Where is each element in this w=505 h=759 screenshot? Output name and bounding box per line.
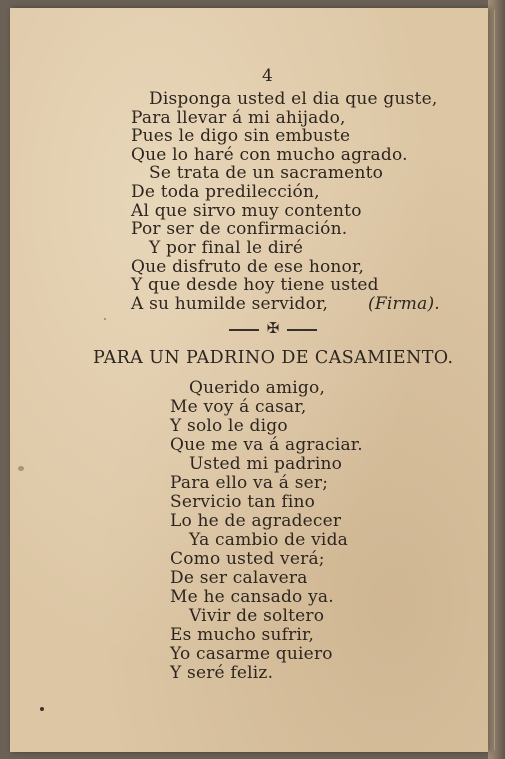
paper-speck [18,466,24,471]
stanza1-line-8: Por ser de confirmación. [131,219,348,239]
page-number: 4 [262,66,273,86]
stanza1-line-10: Que disfruto de ese honor, [131,257,365,277]
stanza2-line-14: Es mucho sufrir, [170,625,315,645]
divider-dash-left [229,329,259,331]
stanza1-line-3: Pues le digo sin embuste [131,126,351,146]
stanza2-line-9: Ya cambio de vida [189,530,348,550]
stanza2-line-13: Vivir de soltero [189,606,325,626]
stanza2-line-16: Y seré feliz. [170,663,274,683]
adjacent-page-edge [488,0,505,759]
stanza2-line-6: Para ello va á ser; [170,473,329,493]
paper-speck [40,707,44,711]
stanza2-line-1: Querido amigo, [189,378,326,398]
stanza2-line-2: Me voy á casar, [170,397,307,417]
stanza2-line-11: De ser calavera [170,568,308,588]
stanza2-line-10: Como usted verá; [170,549,325,569]
signature: (Firma). [368,294,440,314]
stanza2-line-7: Servicio tan fino [170,492,316,512]
stanza1-line-5: Se trata de un sacramento [149,163,384,183]
paper-speck [104,318,106,320]
stanza1-line-11: Y que desde hoy tiene usted [131,275,379,295]
stanza1-line-7: Al que sirvo muy contento [131,201,362,221]
divider-dash-right [287,329,317,331]
stanza2-line-5: Usted mi padrino [189,454,343,474]
stanza1-line-12: A su humilde servidor, [131,294,329,314]
stanza1-line-2: Para llevar á mi ahijado, [131,108,346,128]
section-divider [225,319,321,337]
stanza2-line-15: Yo casarme quiero [170,644,333,664]
stanza1-line-1: Disponga usted el dia que guste, [149,89,438,109]
stanza2-line-8: Lo he de agradecer [170,511,342,531]
section-heading: PARA UN PADRINO DE CASAMIENTO. [93,348,454,368]
cross-ornament-icon: ✠ [266,319,280,337]
page-edge-line [494,10,495,750]
stanza1-line-6: De toda predilección, [131,182,320,202]
stanza2-line-4: Que me va á agraciar. [170,435,363,455]
stanza2-line-12: Me he cansado ya. [170,587,334,607]
stanza1-line-4: Que lo haré con mucho agrado. [131,145,408,165]
stanza2-line-3: Y solo le digo [170,416,288,436]
stanza1-line-9: Y por final le diré [149,238,304,258]
